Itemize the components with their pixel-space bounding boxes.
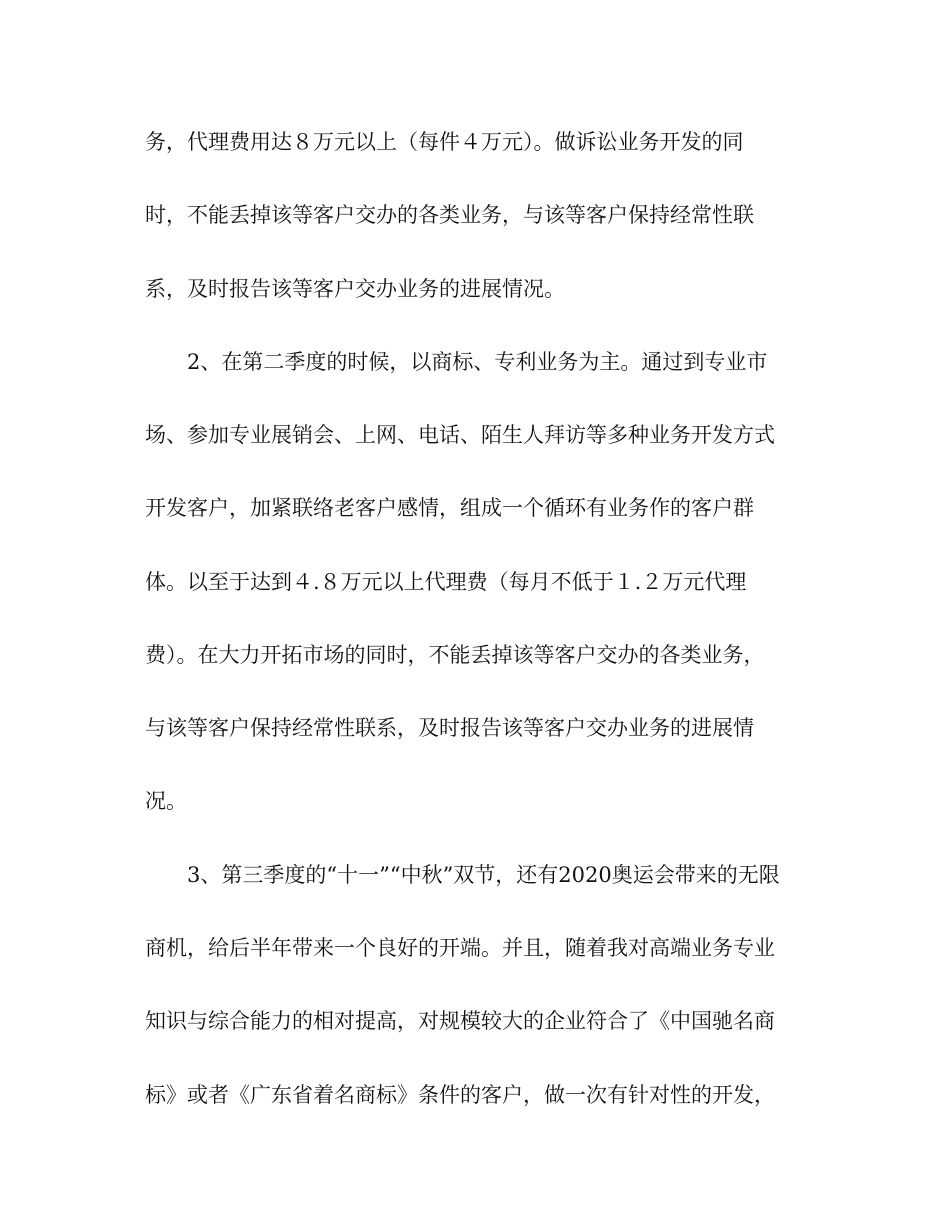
text-line-9: 与该等客户保持经常性联系，及时报告该等客户交办业务的进展情 [145, 716, 754, 740]
paragraph-2-first-line: 2、在第二季度的时候，以商标、专利业务为主。通过到专业市 [187, 350, 768, 374]
text-line-7: 体。以至于达到４.８万元以上代理费（每月不低于１.２万元代理 [145, 570, 747, 594]
text-line-2: 时，不能丢掉该等客户交办的各类业务，与该等客户保持经常性联 [145, 203, 754, 227]
text-line-12: 商机，给后半年带来一个良好的开端。并且，随着我对高端业务专业 [145, 936, 775, 960]
text-line-8: 费）。在大力开拓市场的同时，不能丢掉该等客户交办的各类业务， [145, 643, 765, 667]
text-line-6: 开发客户，加紧联络老客户感情，组成一个循环有业务作的客户群 [145, 496, 754, 520]
text-line-10: 况。 [145, 789, 187, 813]
text-line-14: 标》或者《广东省着名商标》条件的客户，做一次有针对性的开发， [145, 1083, 775, 1107]
text-line-1: 务，代理费用达８万元以上（每件４万元）。做诉讼业务开发的同 [145, 130, 744, 154]
paragraph-3-first-line: 3、第三季度的“十一”“中秋”双节，还有2020奥运会带来的无限 [187, 863, 780, 887]
text-line-5: 场、参加专业展销会、上网、电话、陌生人拜访等多种业务开发方式 [145, 423, 775, 447]
text-line-13: 知识与综合能力的相对提高，对规模较大的企业符合了《中国驰名商 [145, 1009, 775, 1033]
text-line-3: 系，及时报告该等客户交办业务的进展情况。 [145, 277, 565, 301]
